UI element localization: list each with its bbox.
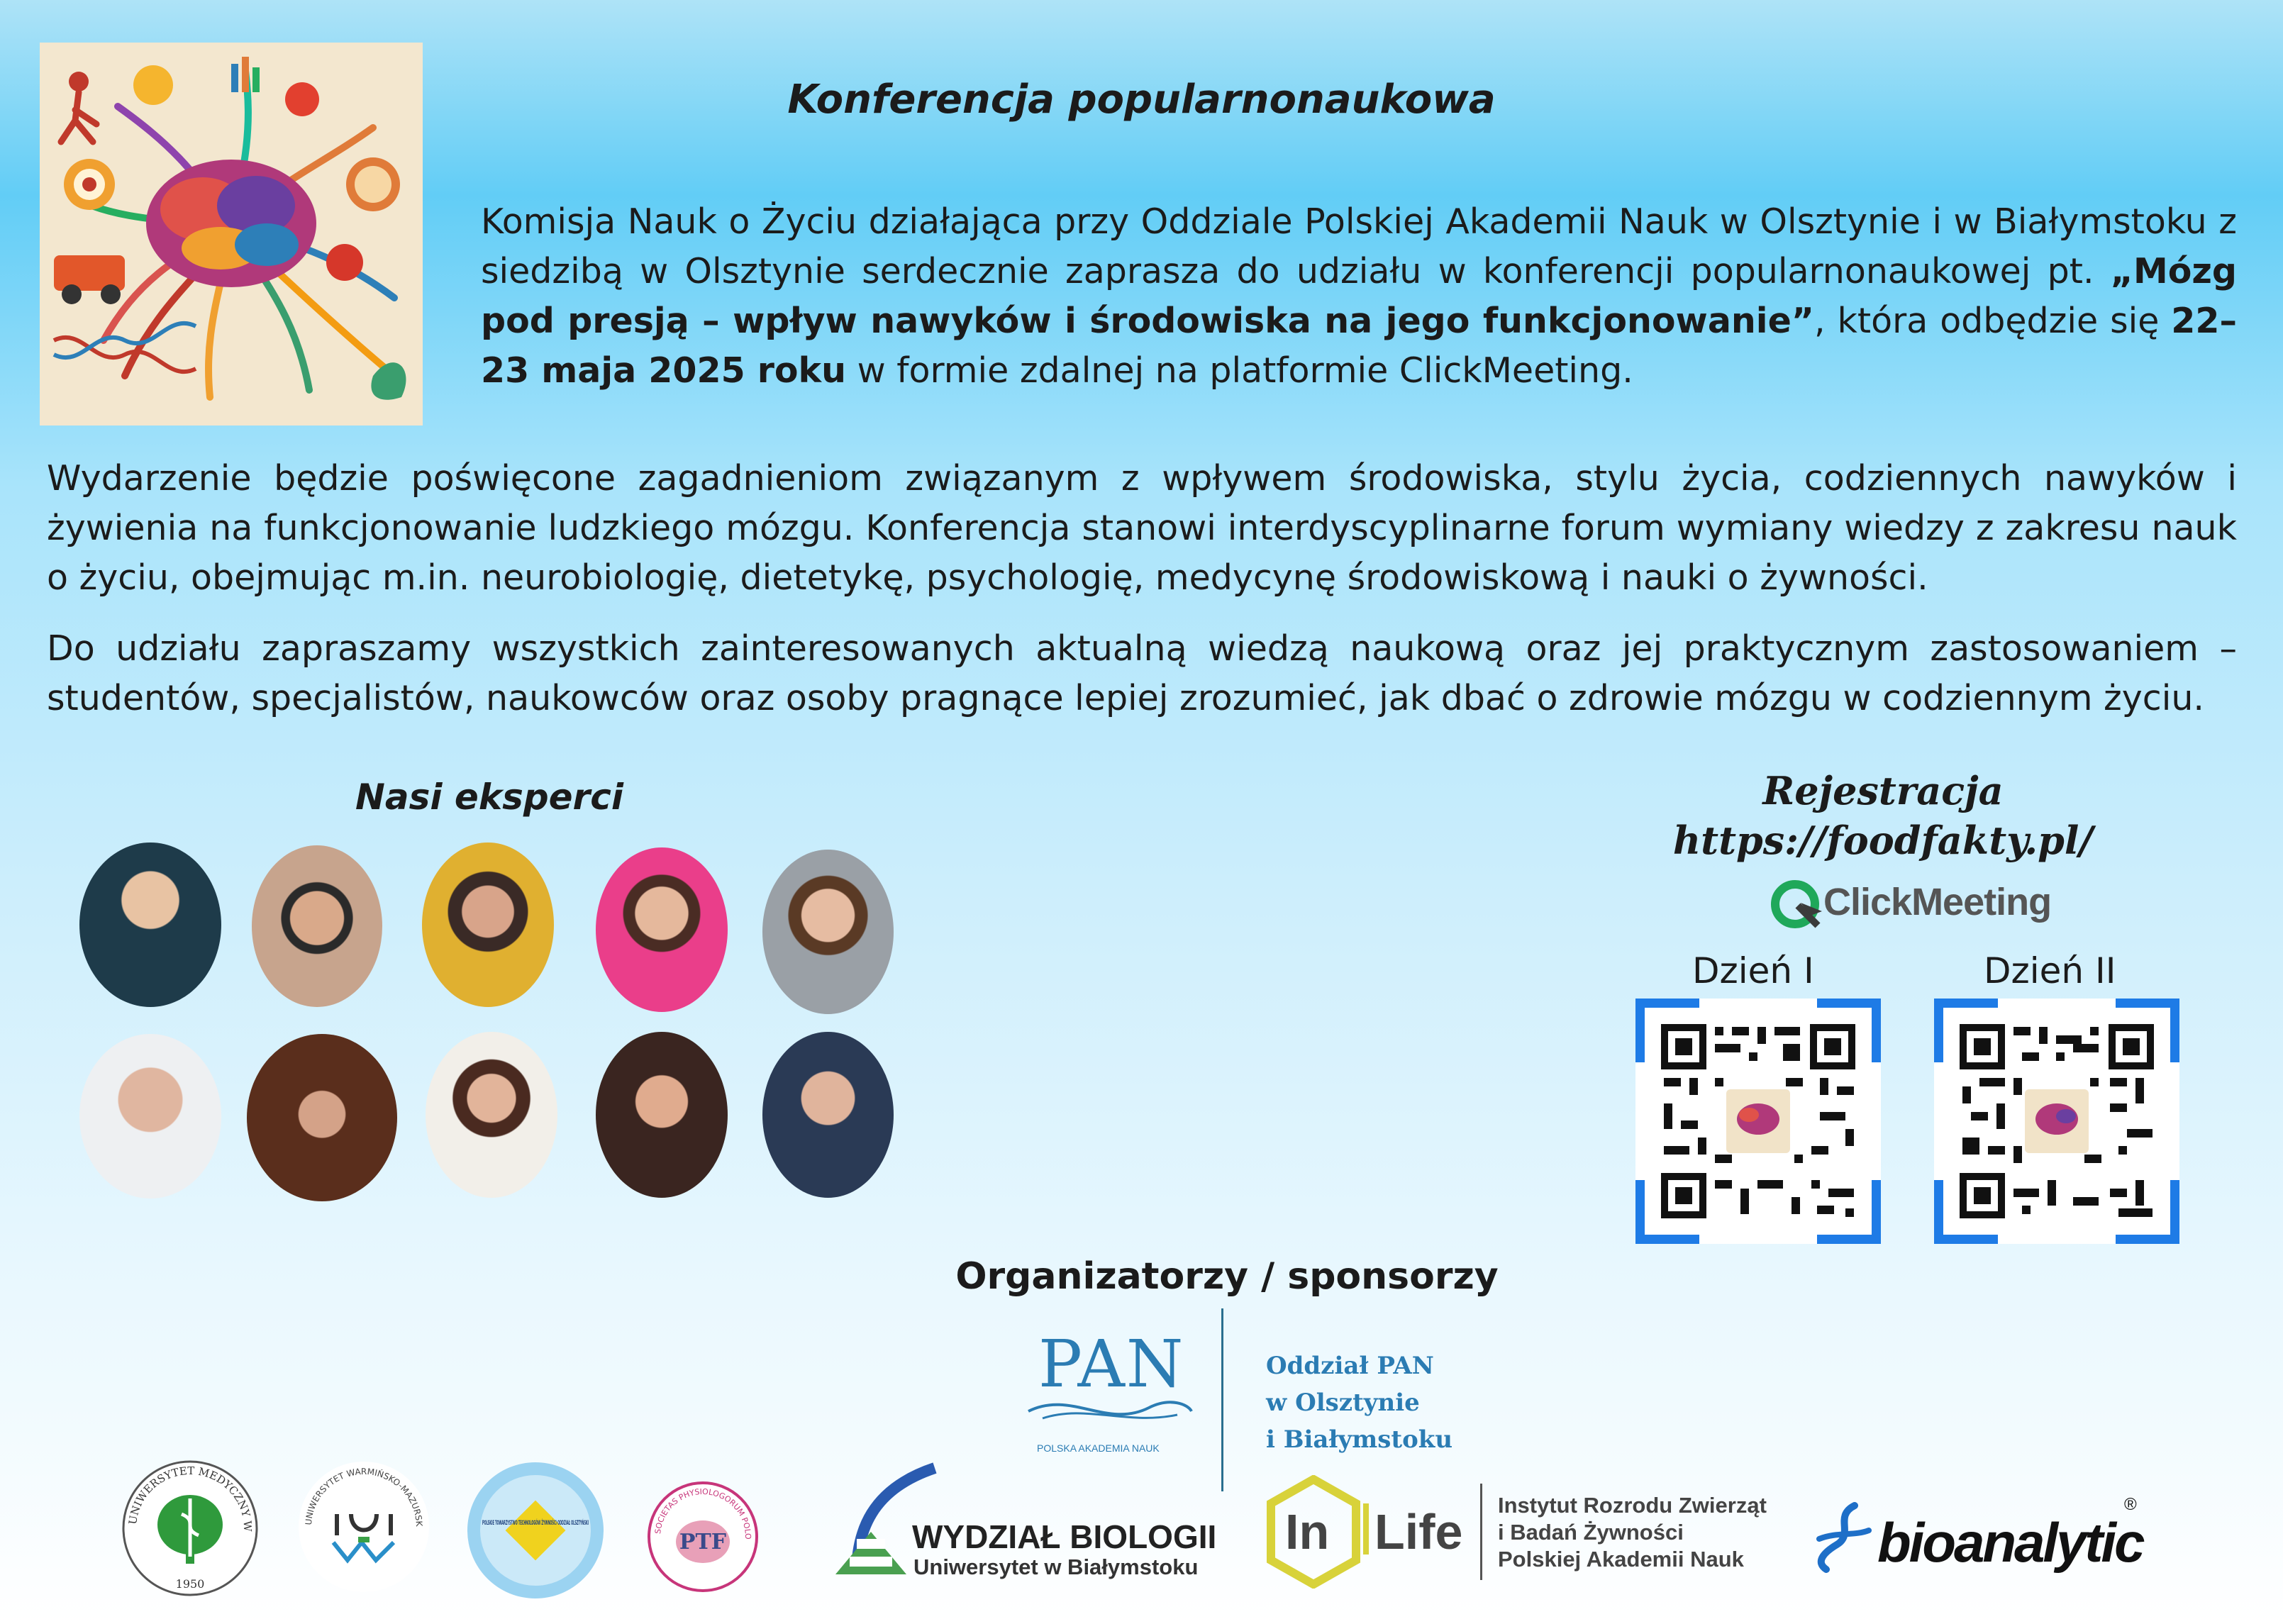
description-paragraph-1: Wydarzenie będzie poświęcone zagadnieniom związanym z wpływem środowiska, stylu życia, codziennych nawyków i żywienia na funkcjonowanie ludzkiego mózgu. Konferencja stanowi interdyscyplinarne forum wymiany wiedzy z zakresu nauk o życiu, obejmując m.in. neurobiologię, dietetykę, psychologię, medycynę środowiskową i nauki o żywności.: [47, 458, 2237, 598]
inlife-desc-line-1: Instytut Rozrodu Zwierząt: [1498, 1493, 1767, 1518]
inlife-description: [1498, 1492, 1767, 1573]
wydzial-biologii-subtitle: Uniwersytet w Białymstoku: [913, 1555, 1199, 1579]
pttz-logo: [465, 1459, 606, 1601]
qr-code-day1[interactable]: [1635, 999, 1881, 1244]
umb-logo: [119, 1457, 261, 1599]
umb-year: 1950: [175, 1577, 205, 1591]
ptf-logo: [647, 1481, 759, 1593]
organizers-title: Organizatorzy / sponsorzy: [955, 1255, 1499, 1298]
day1-label: Dzień I: [1692, 950, 1814, 991]
ptf-logo-text: PTF: [679, 1530, 727, 1555]
wydzial-biologii-title: WYDZIAŁ BIOLOGII: [912, 1518, 1217, 1555]
conference-title: Konferencja popularnonaukowa: [787, 77, 1496, 123]
bioanalytic-wordmark: bioanalytic: [1877, 1511, 2143, 1574]
inlife-logo: [1264, 1475, 1774, 1589]
pan-divider: [1221, 1308, 1223, 1491]
inlife-logo-part2: Life: [1374, 1504, 1463, 1559]
pan-branch-line-1: Oddział PAN: [1266, 1352, 1434, 1380]
expert-photo-1: [79, 842, 221, 1007]
day2-label: Dzień II: [1984, 950, 2116, 991]
umb-ring-text: UNIWERSYTET MEDYCZNY W: [126, 1464, 255, 1533]
expert-photo-8: [426, 1032, 557, 1198]
description-paragraph-2: Do udziału zapraszamy wszystkich zainteresowanych aktualną wiedzą naukową oraz jej praktycznym zastosowaniem – studentów, specjalistów, naukowców oraz osoby pragnące lepiej zrozumieć, jak dbać o zdrowie mózgu w codziennym życiu.: [47, 628, 2237, 718]
inlife-logo-part1: In: [1285, 1504, 1330, 1559]
intro-paragraph: [481, 197, 2237, 396]
pan-branch-line-2: w Olsztynie: [1266, 1389, 1420, 1417]
inlife-divider: [1480, 1484, 1482, 1580]
registration-title: Rejestracja: [1762, 768, 2004, 813]
pan-branch-line-3: i Białymstoku: [1266, 1425, 1453, 1454]
qr-code-day2[interactable]: [1934, 999, 2179, 1244]
pan-branch-name: [1266, 1347, 1452, 1458]
expert-photo-7: [247, 1034, 397, 1201]
brain-illustration: [40, 43, 423, 426]
registration-block: [1589, 766, 2177, 865]
wydzial-biologii-logo: [828, 1454, 1217, 1581]
inlife-logo-bar: [1363, 1503, 1369, 1555]
pan-logo-subtext: POLSKA AKADEMIA NAUK: [1037, 1442, 1160, 1454]
uwm-logo: [294, 1457, 433, 1596]
bioanalytic-logo: [1812, 1495, 2145, 1580]
event-title: „Mózg pod presją – wpływ nawyków i środowiska na jego funkcjonowanie”: [481, 251, 2237, 341]
pan-logo-text: PAN: [1038, 1326, 1185, 1402]
clickmeeting-logo: [1770, 876, 2067, 933]
clickmeeting-wordmark: ClickMeeting: [1823, 881, 2052, 923]
expert-photo-10: [762, 1032, 894, 1198]
expert-photo-3: [422, 842, 554, 1007]
inlife-desc-line-2: i Badań Żywności: [1498, 1520, 1684, 1545]
experts-title: Nasi eksperci: [355, 777, 623, 818]
bioanalytic-registered-mark: ®: [2124, 1495, 2137, 1514]
inlife-desc-line-3: Polskiej Akademii Nauk: [1498, 1547, 1744, 1572]
uwm-ring-text: UNIWERSYTET WARMIŃSKO-MAZURSK: [303, 1466, 425, 1527]
intro-text-1: Komisja Nauk o Życiu działająca przy Oddziale Polskiej Akademii Nauk w Olsztynie i w Białymstoku z siedzibą w Olsztynie serdecznie zaprasza do udziału w konferencji popularnonaukowej pt.: [481, 201, 2237, 291]
expert-photo-6: [79, 1034, 221, 1198]
expert-photo-2: [252, 845, 382, 1007]
expert-photo-5: [762, 850, 894, 1014]
intro-text-3: w formie zdalnej na platformie ClickMeeting.: [846, 350, 1633, 391]
expert-photo-9: [596, 1032, 728, 1198]
registration-url[interactable]: https://foodfakty.pl/: [1672, 818, 2094, 863]
expert-photo-4: [596, 847, 728, 1012]
event-dates: 22–23 maja 2025 roku: [481, 301, 2237, 391]
intro-text-2: , która odbędzie się: [1814, 301, 2172, 341]
pttz-logo-text: POLSKIE TOWARZYSTWO: [482, 1520, 572, 1527]
pan-logo: [1021, 1326, 1199, 1461]
ptf-ring-text: SOCIETAS PHYSIOLOGORUM POLO: [653, 1486, 753, 1540]
